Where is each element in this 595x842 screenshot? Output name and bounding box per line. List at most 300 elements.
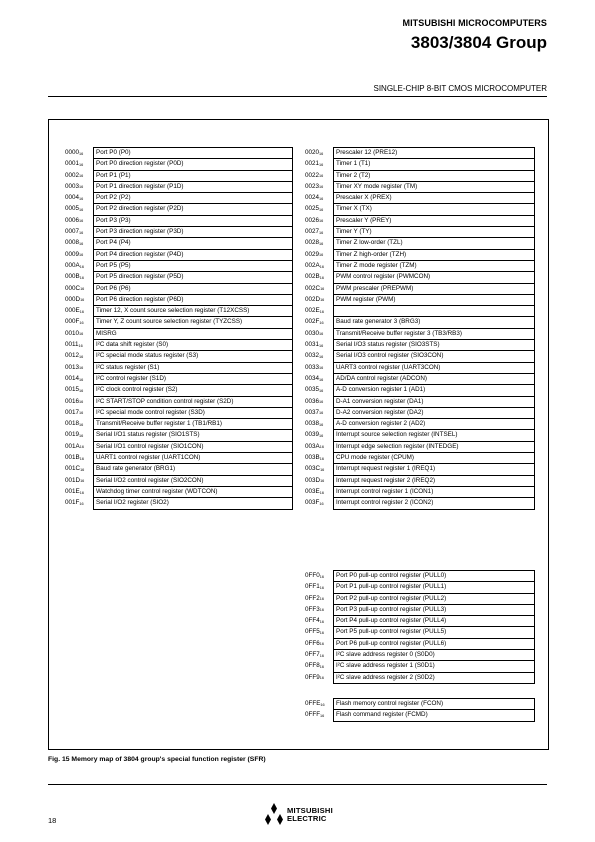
sfr-address-radix: 16 (319, 377, 324, 382)
sfr-address-value: 0029 (305, 250, 320, 258)
sfr-address (65, 373, 83, 384)
sfr-register-name: Prescaler X (PREX) (333, 192, 535, 203)
sfr-address (65, 396, 83, 407)
sfr-address-radix: 16 (319, 309, 324, 314)
sfr-register-name: Port P4 (P4) (93, 237, 293, 248)
sfr-address (305, 215, 323, 226)
sfr-address-radix: 16 (80, 467, 85, 472)
sfr-register-name: Timer XY mode register (TM) (333, 181, 535, 192)
sfr-address-radix: 16 (319, 574, 324, 579)
sfr-address-radix: 16 (320, 702, 325, 707)
sfr-register-name: Serial I/O2 register (SIO2) (93, 497, 293, 509)
sfr-register-name: Prescaler 12 (PRE12) (333, 147, 535, 158)
sfr-address-value: 003D (305, 476, 321, 484)
sfr-address-radix: 16 (79, 501, 84, 506)
sfr-address (305, 604, 324, 615)
sfr-address-value: 0FF0 (305, 572, 320, 579)
sfr-address-value: 0006 (65, 216, 80, 224)
sfr-address-radix: 16 (78, 343, 83, 348)
sfr-address-value: 001C (65, 465, 81, 473)
sfr-address (305, 486, 324, 497)
sfr-register-name: AD/DA control register (ADCON) (333, 373, 535, 384)
sfr-register-name: Timer 12, X count source selection register (T12XCSS) (93, 305, 293, 316)
sfr-register-name (333, 305, 535, 316)
sfr-address-radix: 16 (79, 332, 84, 337)
sfr-address-value: 002D (305, 295, 321, 303)
sfr-address-radix: 16 (79, 162, 84, 167)
sfr-address (65, 249, 83, 260)
sfr-address (305, 463, 324, 474)
sfr-register-name: Serial I/O3 status register (SIO3STS) (333, 339, 535, 350)
sfr-address-radix: 16 (319, 343, 324, 348)
sfr-address-radix: 16 (319, 585, 324, 590)
sfr-address-radix: 16 (319, 219, 324, 224)
sfr-register-name: Interrupt edge selection register (INTEDGE) (333, 441, 535, 452)
figure-caption: Fig. 15 Memory map of 3804 group's special function register (SFR) (48, 756, 266, 763)
sfr-address-value: 0020 (305, 149, 320, 156)
sfr-address-radix: 16 (319, 264, 324, 269)
sfr-address-value: 0019 (65, 431, 80, 439)
sfr-register-name: Port P1 (P1) (93, 170, 293, 181)
sfr-address (305, 698, 325, 709)
sfr-address-radix: 16 (79, 196, 84, 201)
sfr-register-name: Watchdog timer control register (WDTCON) (93, 486, 293, 497)
sfr-register-name: I²C data shift register (S0) (93, 339, 293, 350)
sfr-register-name: UART1 control register (UART1CON) (93, 452, 293, 463)
sfr-address-radix: 16 (319, 321, 324, 326)
sfr-register-name: Timer 2 (T2) (333, 170, 535, 181)
sfr-address-radix: 16 (320, 713, 325, 718)
sfr-address-radix: 16 (319, 162, 324, 167)
sfr-address (65, 463, 84, 474)
sfr-address (65, 170, 83, 181)
sfr-address (305, 570, 324, 581)
sfr-register-name: Interrupt request register 2 (IREQ2) (333, 475, 535, 486)
sfr-register-name: Port P5 pull-up control register (PULL5) (333, 626, 535, 637)
sfr-register-name: Port P6 (P6) (93, 283, 293, 294)
sfr-address-value: 0025 (305, 205, 320, 213)
sfr-register-name: D-A2 conversion register (DA2) (333, 407, 535, 418)
sfr-address-radix: 16 (319, 208, 324, 213)
sfr-address-radix: 16 (79, 377, 84, 382)
sfr-register-name: Port P0 direction register (P0D) (93, 158, 293, 169)
sfr-address-radix: 16 (319, 422, 324, 427)
sfr-address (305, 294, 324, 305)
sfr-address-radix: 16 (79, 490, 84, 495)
sfr-address (305, 203, 323, 214)
sfr-address-radix: 16 (79, 388, 84, 393)
sfr-register-name: I²C START/STOP condition control register (S2D) (93, 396, 293, 407)
sfr-address-radix: 16 (79, 445, 84, 450)
sfr-register-name: Port P4 pull-up control register (PULL4) (333, 615, 535, 626)
sfr-address (305, 396, 323, 407)
sfr-address (65, 158, 83, 169)
sfr-register-name: Interrupt control register 2 (ICON2) (333, 497, 535, 509)
sfr-register-name: Port P2 direction register (P2D) (93, 203, 293, 214)
sfr-address-radix: 16 (319, 151, 324, 156)
sfr-address-value: 0036 (305, 397, 320, 405)
sfr-memory-map-frame (48, 119, 549, 750)
logo-line-2: ELECTRIC (287, 814, 327, 823)
sfr-address-radix: 16 (320, 298, 325, 303)
sfr-address (65, 271, 84, 282)
sfr-address-radix: 16 (80, 298, 85, 303)
sfr-register-name: I²C special mode status register (S3) (93, 350, 293, 361)
sfr-address-radix: 16 (319, 445, 324, 450)
sfr-register-name: Port P6 direction register (P6D) (93, 294, 293, 305)
sfr-register-name: I²C clock control register (S2) (93, 384, 293, 395)
sfr-address-radix: 16 (319, 619, 324, 624)
sfr-address (305, 418, 323, 429)
sfr-address-value: 0018 (65, 420, 80, 428)
sfr-address-value: 0002 (65, 171, 80, 179)
sfr-address-radix: 16 (319, 642, 324, 647)
sfr-address (305, 260, 324, 271)
sfr-address (65, 294, 84, 305)
sfr-register-name: Serial I/O2 control register (SIO2CON) (93, 475, 293, 486)
sfr-address-radix: 16 (319, 434, 324, 439)
sfr-register-name: PWM control register (PWMCON) (333, 271, 535, 282)
sfr-address (305, 181, 323, 192)
sfr-address (305, 350, 323, 361)
sfr-address-radix: 16 (79, 411, 84, 416)
sfr-address-radix: 16 (319, 366, 324, 371)
sfr-address-radix: 16 (320, 287, 325, 292)
sfr-address-radix: 16 (319, 400, 324, 405)
sfr-address-value: 0FF8 (305, 662, 320, 670)
sfr-register-name: A-D conversion register 2 (AD2) (333, 418, 535, 429)
header-rule (48, 96, 547, 97)
sfr-address (305, 593, 324, 604)
sfr-address (305, 316, 324, 327)
sfr-address-radix: 16 (79, 275, 84, 280)
sfr-address-value: 0031 (305, 341, 320, 349)
sfr-address-radix: 16 (319, 597, 324, 602)
sfr-address-value: 002A (305, 261, 320, 269)
sfr-register-name: Port P2 (P2) (93, 192, 293, 203)
sfr-address-value: 0012 (65, 352, 80, 360)
sfr-address-value: 0030 (305, 329, 320, 337)
sfr-register-name: Serial I/O1 status register (SIO1STS) (93, 429, 293, 440)
sfr-address-value: 000B (65, 273, 80, 281)
sfr-address-value: 003A (305, 442, 320, 450)
sfr-address-radix: 16 (319, 490, 324, 495)
sfr-address-radix: 16 (79, 219, 84, 224)
sfr-address-value: 001D (65, 476, 81, 484)
sfr-address (305, 373, 323, 384)
sfr-address-value: 0FF6 (305, 639, 320, 647)
sfr-address-value: 0FF9 (305, 673, 320, 681)
footer-rule (48, 784, 547, 785)
sfr-address-radix: 16 (319, 253, 324, 258)
sfr-address (305, 672, 324, 683)
sfr-address-radix: 16 (79, 253, 84, 258)
sfr-register-name: Interrupt request register 1 (IREQ1) (333, 463, 535, 474)
sfr-address (305, 452, 324, 463)
sfr-address-value: 0000 (65, 149, 80, 156)
sfr-register-name: Baud rate generator 3 (BRG3) (333, 316, 535, 327)
sfr-address (65, 283, 84, 294)
sfr-address-radix: 16 (320, 467, 325, 472)
sfr-address-value: 0004 (65, 194, 80, 202)
sfr-address (305, 429, 323, 440)
sfr-address (305, 147, 323, 158)
sfr-address-radix: 16 (79, 434, 84, 439)
sfr-register-name: Transmit/Receive buffer register 3 (TB3/RB3) (333, 328, 535, 339)
sfr-address (305, 339, 323, 350)
sfr-address-radix: 16 (319, 388, 324, 393)
sfr-address-radix: 16 (319, 456, 324, 461)
sfr-address-value: 002F (305, 318, 320, 326)
sfr-address (305, 615, 324, 626)
sfr-address (305, 328, 323, 339)
sfr-address (65, 237, 83, 248)
sfr-register-name: CPU mode register (CPUM) (333, 452, 535, 463)
sfr-address-value: 003C (305, 465, 321, 473)
sfr-address-value: 0001 (65, 160, 80, 168)
sfr-address-value: 0FFE (305, 700, 321, 707)
sfr-address (305, 170, 323, 181)
sfr-address-value: 001F (65, 499, 80, 507)
sfr-address-value: 0027 (305, 228, 320, 236)
page-number: 18 (48, 816, 57, 825)
sfr-register-name: Port P3 direction register (P3D) (93, 226, 293, 237)
sfr-address-value: 0008 (65, 239, 80, 247)
sfr-address-value: 0FFF (305, 711, 321, 719)
sfr-address-radix: 16 (79, 400, 84, 405)
sfr-address (305, 305, 324, 316)
sfr-address (305, 497, 324, 508)
sfr-address-value: 001A (65, 442, 80, 450)
sfr-register-name: Timer Z low-order (TZL) (333, 237, 535, 248)
sfr-address-radix: 16 (79, 422, 84, 427)
sfr-register-name: Port P5 direction register (P5D) (93, 271, 293, 282)
sfr-register-name: I²C control register (S1D) (93, 373, 293, 384)
sfr-address-radix: 16 (319, 608, 324, 613)
sfr-address (305, 660, 324, 671)
sfr-register-name: Interrupt source selection register (INTSEL) (333, 429, 535, 440)
sfr-address (305, 158, 323, 169)
sfr-register-name: D-A1 conversion register (DA1) (333, 396, 535, 407)
mitsubishi-diamonds-logo-icon (262, 803, 286, 825)
sfr-address-radix: 16 (319, 653, 324, 658)
sfr-address (65, 192, 83, 203)
company-name: MITSUBISHI MICROCOMPUTERS (402, 18, 547, 28)
sfr-register-name: Timer Y, Z count source selection register (TYZCSS) (93, 316, 293, 327)
sfr-address (305, 226, 323, 237)
sfr-register-name: Baud rate generator (BRG1) (93, 463, 293, 474)
sfr-address-value: 0023 (305, 182, 320, 190)
sfr-address-radix: 16 (319, 501, 324, 506)
sfr-address (305, 237, 323, 248)
sfr-register-name: Port P1 pull-up control register (PULL1) (333, 581, 535, 592)
sfr-address-value: 0009 (65, 250, 80, 258)
sfr-address-radix: 16 (79, 309, 84, 314)
sfr-address-radix: 16 (319, 676, 324, 681)
sfr-address (65, 260, 84, 271)
sfr-address-radix: 16 (79, 456, 84, 461)
sfr-address-value: 002C (305, 284, 321, 292)
sfr-address (305, 626, 324, 637)
sfr-address (65, 226, 83, 237)
sfr-address-value: 0014 (65, 374, 80, 382)
sfr-address-radix: 16 (79, 174, 84, 179)
sfr-address (65, 350, 83, 361)
sfr-register-name: Serial I/O1 control register (SIO1CON) (93, 441, 293, 452)
sfr-register-name: Port P6 pull-up control register (PULL6) (333, 638, 535, 649)
sfr-register-name: Port P0 (P0) (93, 147, 293, 158)
sfr-register-name: Transmit/Receive buffer register 1 (TB1/RB1) (93, 418, 293, 429)
sfr-register-name: Timer Z mode register (TZM) (333, 260, 535, 271)
sfr-address-value: 0038 (305, 420, 320, 428)
sfr-address (65, 339, 83, 350)
sfr-register-name: Prescaler Y (PREY) (333, 215, 535, 226)
sfr-address-radix: 16 (319, 631, 324, 636)
sfr-address-value: 0FF3 (305, 605, 320, 613)
sfr-address-radix: 16 (79, 208, 84, 213)
sfr-address-value: 0010 (65, 329, 80, 337)
sfr-address (65, 486, 84, 497)
sfr-address-value: 0024 (305, 194, 320, 202)
logo-text (287, 807, 333, 823)
sfr-register-name: UART3 control register (UART3CON) (333, 362, 535, 373)
sfr-address-value: 003F (305, 499, 320, 507)
sfr-register-name: PWM register (PWM) (333, 294, 535, 305)
sfr-address-radix: 16 (80, 287, 85, 292)
sfr-address-radix: 16 (319, 332, 324, 337)
sfr-address-radix: 16 (320, 479, 325, 484)
sfr-register-name: PWM prescaler (PREPWM) (333, 283, 535, 294)
sfr-address (305, 192, 323, 203)
sfr-register-name: Timer X (TX) (333, 203, 535, 214)
sfr-address-value: 000C (65, 284, 81, 292)
sfr-address-radix: 16 (319, 275, 324, 280)
sfr-register-name: Flash memory control register (FCON) (333, 698, 535, 709)
document-subtitle: SINGLE-CHIP 8-BIT CMOS MICROCOMPUTER (373, 84, 547, 93)
sfr-address (305, 271, 324, 282)
sfr-address-radix: 16 (319, 174, 324, 179)
sfr-address (65, 215, 83, 226)
sfr-register-name: Timer Y (TY) (333, 226, 535, 237)
sfr-address-value: 0FF1 (305, 583, 320, 591)
sfr-register-name: Port P2 pull-up control register (PULL2) (333, 593, 535, 604)
sfr-address-value: 001B (65, 454, 80, 462)
sfr-address (65, 497, 84, 508)
sfr-address-radix: 16 (80, 479, 85, 484)
sfr-address (305, 249, 323, 260)
sfr-register-name: I²C slave address register 2 (S0D2) (333, 672, 535, 684)
sfr-address-value: 001E (65, 487, 80, 495)
sfr-address-radix: 16 (319, 196, 324, 201)
sfr-address (305, 362, 323, 373)
sfr-address-value: 000E (65, 307, 80, 315)
sfr-register-name: I²C special mode control register (S3D) (93, 407, 293, 418)
sfr-address (65, 147, 83, 158)
sfr-address (305, 649, 324, 660)
sfr-address (305, 638, 324, 649)
sfr-address (65, 407, 83, 418)
sfr-address-value: 002E (305, 307, 320, 315)
sfr-register-name: Port P3 (P3) (93, 215, 293, 226)
sfr-register-name: Flash command register (FCMD) (333, 709, 535, 721)
sfr-address (305, 283, 324, 294)
sfr-address-value: 0FF2 (305, 594, 320, 602)
sfr-address (65, 316, 84, 327)
sfr-address-value: 0003 (65, 182, 80, 190)
sfr-address-value: 0011 (65, 341, 79, 349)
sfr-address (65, 441, 84, 452)
sfr-register-name: Serial I/O3 control register (SIO3CON) (333, 350, 535, 361)
sfr-address-value: 002B (305, 273, 320, 281)
sfr-address (65, 362, 83, 373)
sfr-address (65, 384, 83, 395)
sfr-address (65, 328, 83, 339)
sfr-address-value: 0FF4 (305, 617, 320, 625)
sfr-address-value: 0FF5 (305, 628, 320, 636)
sfr-address-radix: 16 (79, 354, 84, 359)
sfr-register-name: I²C slave address register 0 (S0D0) (333, 649, 535, 660)
sfr-register-name: Port P1 direction register (P1D) (93, 181, 293, 192)
sfr-address-value: 0013 (65, 363, 80, 371)
sfr-address (65, 475, 84, 486)
sfr-address-value: 0039 (305, 431, 320, 439)
sfr-address-value: 0007 (65, 228, 80, 236)
sfr-address-value: 0034 (305, 374, 320, 382)
logo-line-1: MITSUBISHI (287, 806, 333, 815)
sfr-address (65, 203, 83, 214)
sfr-address (65, 418, 83, 429)
sfr-address (305, 581, 324, 592)
sfr-address-radix: 16 (79, 230, 84, 235)
sfr-address-value: 0022 (305, 171, 320, 179)
sfr-address-value: 000A (65, 261, 80, 269)
sfr-address-radix: 16 (79, 264, 84, 269)
sfr-register-name: Timer 1 (T1) (333, 158, 535, 169)
sfr-address-value: 000F (65, 318, 80, 326)
sfr-address (65, 452, 84, 463)
sfr-register-name: A-D conversion register 1 (AD1) (333, 384, 535, 395)
sfr-register-name: Port P0 pull-up control register (PULL0) (333, 570, 535, 581)
sfr-address-value: 0021 (305, 160, 320, 168)
sfr-address (65, 181, 83, 192)
sfr-address-value: 0017 (65, 408, 80, 416)
sfr-address-radix: 16 (79, 241, 84, 246)
sfr-address-value: 0032 (305, 352, 320, 360)
sfr-address (65, 305, 84, 316)
sfr-address-radix: 16 (79, 151, 84, 156)
sfr-address (305, 384, 323, 395)
sfr-register-name: Timer Z high-order (TZH) (333, 249, 535, 260)
sfr-address (305, 441, 324, 452)
sfr-address-radix: 16 (319, 185, 324, 190)
sfr-address-value: 0028 (305, 239, 320, 247)
sfr-address-radix: 16 (319, 411, 324, 416)
sfr-address-value: 0016 (65, 397, 80, 405)
sfr-address-radix: 16 (79, 321, 84, 326)
group-title: 3803/3804 Group (410, 33, 547, 52)
sfr-address-radix: 16 (319, 664, 324, 669)
sfr-address-radix: 16 (319, 241, 324, 246)
sfr-register-name: Interrupt control register 1 (ICON1) (333, 486, 535, 497)
sfr-register-name: Port P3 pull-up control register (PULL3) (333, 604, 535, 615)
sfr-address (305, 709, 324, 720)
sfr-register-name: MISRG (93, 328, 293, 339)
sfr-address-value: 003E (305, 487, 320, 495)
sfr-address-value: 0035 (305, 386, 320, 394)
sfr-address-value: 0026 (305, 216, 320, 224)
sfr-register-name: Port P4 direction register (P4D) (93, 249, 293, 260)
sfr-address-radix: 16 (319, 354, 324, 359)
